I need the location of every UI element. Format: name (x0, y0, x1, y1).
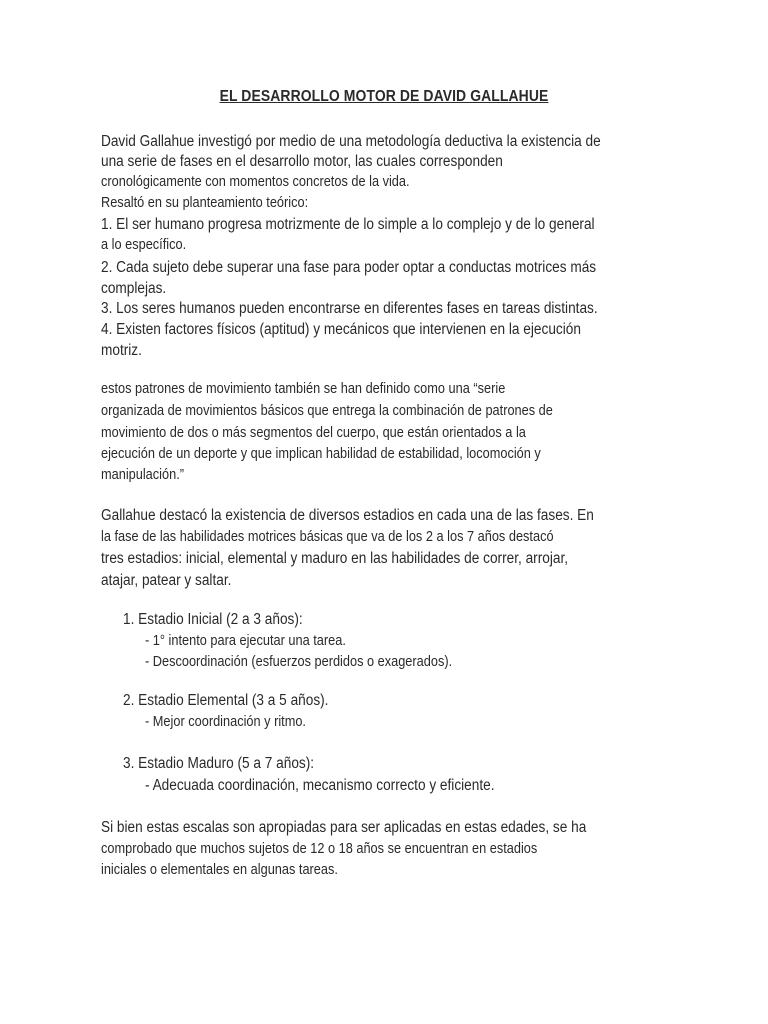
text-line: motriz. (101, 342, 142, 359)
text-line: ejecución de un deporte y que implican habilidad de estabilidad, locomoción y (101, 446, 541, 462)
text-line: a lo específico. (101, 237, 187, 253)
stage-heading: 1. Estadio Inicial (2 a 3 años): (123, 611, 303, 628)
stage-heading: 2. Estadio Elemental (3 a 5 años). (123, 692, 329, 709)
text-line: David Gallahue investigó por medio de una metodología deductiva la existencia de (101, 133, 601, 150)
stage-item: - Mejor coordinación y ritmo. (145, 714, 306, 730)
stage-heading: 3. Estadio Maduro (5 a 7 años): (123, 755, 315, 772)
text-line: una serie de fases en el desarrollo motor, las cuales corresponden (101, 153, 503, 170)
text-line: iniciales o elementales en algunas tareas. (101, 862, 338, 878)
text-line: cronológicamente con momentos concretos de la vida. (101, 174, 410, 190)
text-line: estos patrones de movimiento también se han definido como una “serie (101, 381, 506, 397)
text-line: Resaltó en su planteamiento teórico: (101, 195, 309, 211)
text-line: manipulación.” (101, 467, 184, 483)
text-line: organizada de movimientos básicos que entrega la combinación de patrones de (101, 403, 553, 419)
stage-item: - 1° intento para ejecutar una tarea. (145, 633, 346, 649)
text-line: movimiento de dos o más segmentos del cuerpo, que están orientados a la (101, 425, 526, 441)
text-line: complejas. (101, 280, 167, 297)
stage-item: - Descoordinación (esfuerzos perdidos o exagerados). (145, 654, 453, 670)
document-title: EL DESARROLLO MOTOR DE DAVID GALLAHUE (219, 88, 549, 105)
text-line: la fase de las habilidades motrices básicas que va de los 2 a los 7 años destacó (101, 529, 554, 545)
stage-item: - Adecuada coordinación, mecanismo correcto y eficiente. (145, 777, 495, 794)
text-line: 3. Los seres humanos pueden encontrarse en diferentes fases en tareas distintas. (101, 300, 598, 317)
text-line: 2. Cada sujeto debe superar una fase para poder optar a conductas motrices más (101, 259, 597, 276)
text-line: tres estadios: inicial, elemental y maduro en las habilidades de correr, arrojar, (101, 550, 569, 567)
text-line: 4. Existen factores físicos (aptitud) y mecánicos que intervienen en la ejecución (101, 321, 581, 338)
text-line: comprobado que muchos sujetos de 12 o 18 años se encuentran en estadios (101, 841, 538, 857)
text-line: Gallahue destacó la existencia de diversos estadios en cada una de las fases. En (101, 507, 594, 524)
text-line: Si bien estas escalas son apropiadas para ser aplicadas en estas edades, se ha (101, 819, 587, 836)
text-line: atajar, patear y saltar. (101, 572, 232, 589)
text-line: 1. El ser humano progresa motrizmente de lo simple a lo complejo y de lo general (101, 216, 595, 233)
